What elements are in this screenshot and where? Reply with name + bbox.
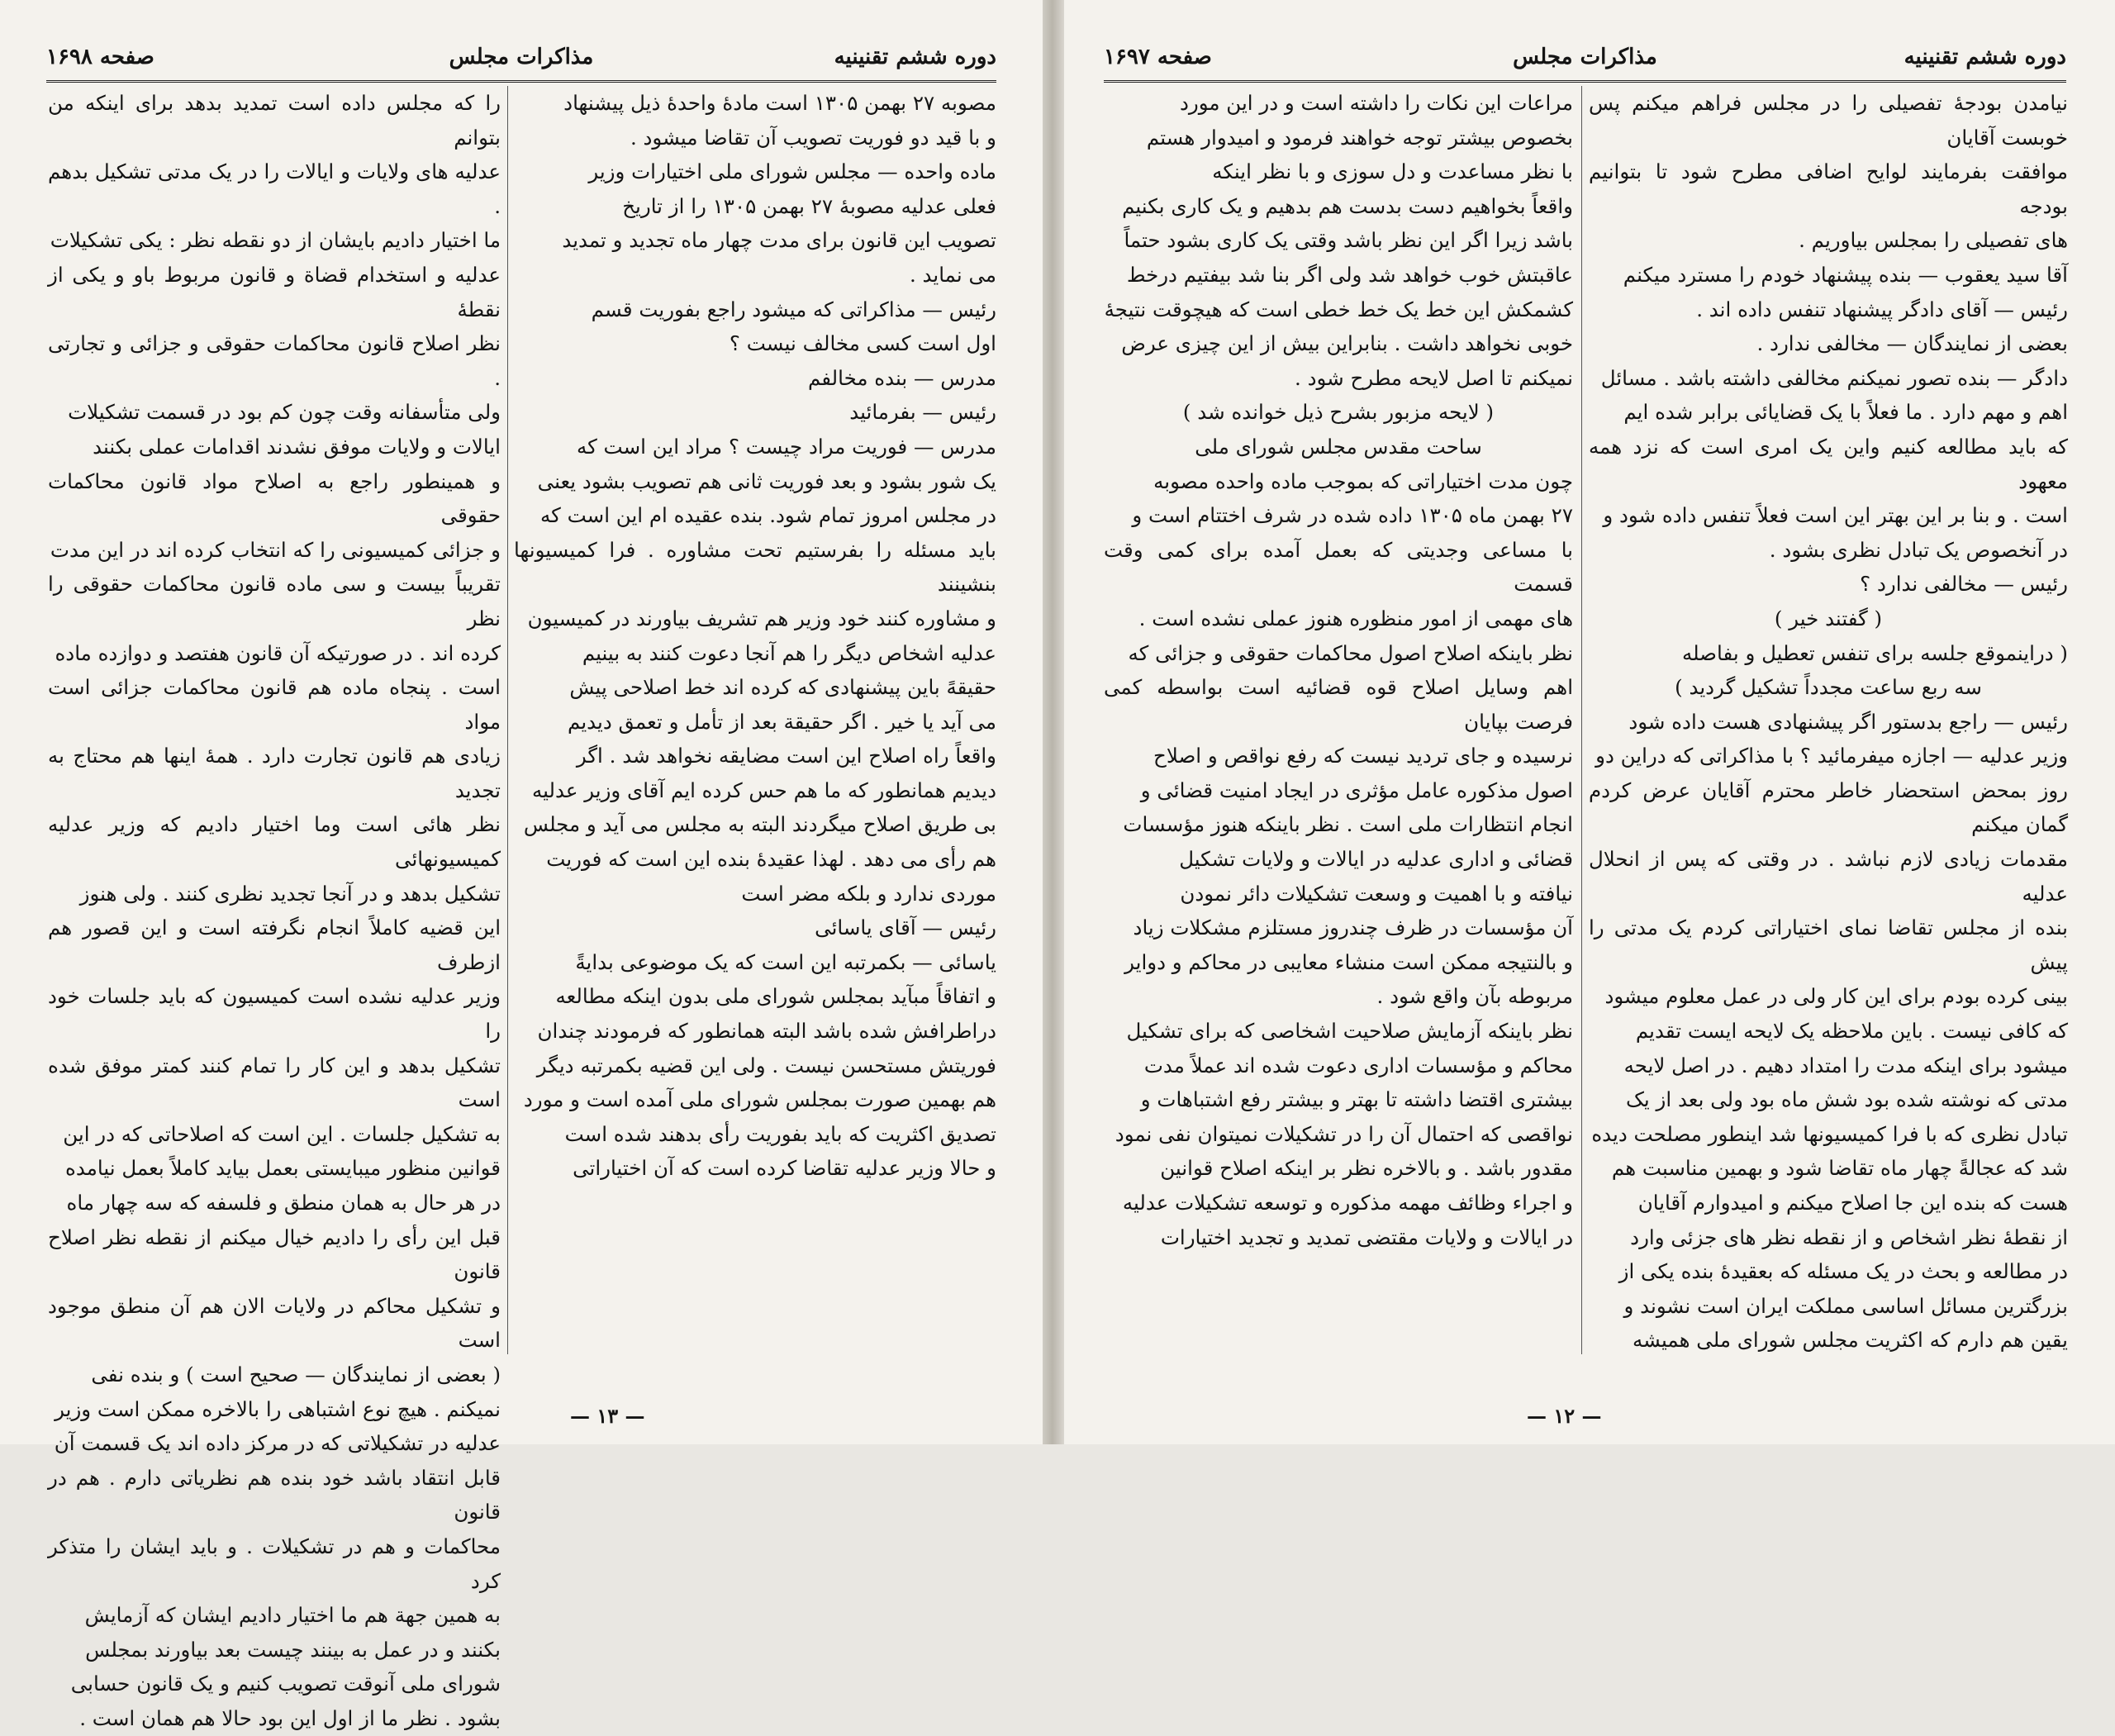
- text-line: انجام انتظارات ملی است . نظر باینکه هنوز مؤسسات: [1123, 812, 1573, 837]
- right-page-right-column: [1589, 86, 2068, 1353]
- text-line: قضائی و اداری عدلیه در ایالات و ولایات تشکیل: [1179, 847, 1573, 872]
- right-header-title: مذاکرات مجلس: [1513, 45, 1657, 69]
- text-line: نیافته و با اهمیت و وسعت تشکیلات دائر نمودن: [1180, 881, 1573, 906]
- left-page-footer: — ۱۳ —: [570, 1404, 645, 1428]
- text-line: زیادی هم قانون تجارت دارد . همهٔ اینها هم محتاج به تجدید: [48, 744, 501, 802]
- text-line: مدرس — فوریت مراد چیست ؟ مراد این است که: [576, 434, 996, 459]
- text-line: از نقطهٔ نظر اشخاص و از نقطه نظر های جزئی وارد: [1630, 1225, 2068, 1249]
- text-line: های تفصیلی را بمجلس بیاوریم .: [1799, 228, 2068, 253]
- right-page: [1064, 0, 2115, 1444]
- text-line: مصوبه ۲۷ بهمن ۱۳۰۵ است مادهٔ واحدهٔ ذیل پیشنهاد: [563, 91, 996, 115]
- text-line: و مشاوره کنند خود وزیر هم تشریف بیاورند در کمیسیون: [527, 606, 996, 630]
- text-line: آن مؤسسات در ظرف چندروز مستلزم مشکلات زیاد: [1133, 916, 1573, 940]
- text-line: تقریباً بیست و سی ماده قانون محاکمات حقوقی را نظر: [48, 572, 501, 630]
- text-line: مقدور باشد . و بالاخره نظر بر اینکه اصلاح قوانین: [1160, 1156, 1573, 1181]
- text-line: تبادل نظری که با فرا کمیسیونها شد اینطور مصلحت دیده: [1591, 1121, 2068, 1146]
- text-line: مدتی که نوشته شده بود شش ماه بود ولی بعد از یک: [1625, 1087, 2068, 1112]
- text-line: ولی متأسفانه وقت چون کم بود در قسمت تشکیلات: [68, 400, 501, 425]
- right-header-page-number: صفحه ۱۶۹۷: [1104, 45, 1212, 69]
- text-line: عدلیه در تشکیلاتی که در مرکز داده اند یک قسمت آن: [54, 1431, 501, 1456]
- text-line: عدلیه اشخاص دیگر را هم آنجا دعوت کنند به بینیم: [582, 640, 996, 665]
- text-line: خوبی نخواهد داشت . بنابراین بیش از این چیزی عرض: [1121, 331, 1573, 356]
- text-line: است . پنجاه ماده هم قانون محاکمات جزائی است مواد: [48, 675, 501, 734]
- text-line: ( گفتند خیر ): [1774, 606, 1883, 630]
- text-line: نواقصی که احتمال آن را در تشکیلات نمیتوان نفی نمود: [1115, 1121, 1573, 1146]
- text-line: شورای ملی آنوقت تصویب کنیم و یک قانون حسابی: [70, 1672, 501, 1696]
- text-line: تصدیق اکثریت که باید بفوریت رأی بدهند شده است: [564, 1121, 996, 1146]
- text-line: وزیر عدلیه — اجازه میفرمائید ؟ با مذاکراتی که دراین دو: [1595, 744, 2068, 768]
- text-line: شد که عجالةً چهار ماه تقاضا شود و بهمین مناسبت هم: [1611, 1156, 2068, 1181]
- text-line: می آید یا خیر . اگر حقیقة بعد از تأمل و تعمق دیدیم: [568, 709, 996, 734]
- text-line: می نماید .: [909, 262, 996, 287]
- text-line: عدلیه و استخدام قضاة و قانون مربوط باو و یکی از نقطهٔ: [48, 262, 501, 321]
- text-line: بکنند و در عمل به بینند چیست بعد بیاورند بمجلس: [85, 1637, 501, 1662]
- text-line: که کافی نیست . باین ملاحظه یک لایحه ایست تقدیم: [1635, 1019, 2068, 1044]
- text-line: دیدیم همانطور که ما هم حس کرده ایم آقای وزیر عدلیه: [531, 778, 996, 802]
- text-line: موافقت بفرمایند لوایح اضافی مطرح شود تا بتوانیم بودجه: [1589, 159, 2068, 218]
- text-line: این قضیه کاملاً انجام نگرفته است و این قصور هم ازطرف: [48, 916, 501, 974]
- text-line: با مساعی وجدیتی که بعمل آمده برای کمی وقت قسمت: [1104, 537, 1573, 597]
- text-line: ( دراینموقع جلسه برای تنفس تعطیل و بفاصله: [1681, 640, 2068, 665]
- text-line: نرسیده و جای تردید نیست که رفع نواقص و اصلاح: [1153, 744, 1573, 768]
- text-line: در مطالعه و بحث در یک مسئله که بعقیدهٔ بنده یکی از: [1618, 1259, 2068, 1284]
- text-line: در مجلس امروز تمام شود. بنده عقیده ام این است که: [540, 503, 996, 528]
- text-line: قابل انتقاد باشد خود بنده هم نظریاتی دارم . هم در قانون: [48, 1465, 501, 1524]
- text-line: قوانین منظور میبایستی بعمل بیاید کاملاً بعمل نیامده: [65, 1156, 501, 1181]
- text-line: سه ربع ساعت مجدداً تشکیل گردید ): [1675, 675, 1982, 700]
- text-line: فعلی عدلیه مصوبهٔ ۲۷ بهمن ۱۳۰۵ را از تاریخ: [622, 193, 996, 218]
- text-line: در ایالات و ولایات مقتضی تمدید و تجدید اختیارات: [1160, 1225, 1573, 1249]
- left-page-column-divider: [507, 86, 508, 1354]
- text-line: نظر هائی است وما اختیار دادیم که وزیر عدلیه کمیسیونهائی: [48, 812, 501, 872]
- text-line: بنده از مجلس تقاضا نمای اختیاراتی کردم یک مدتی را پیش: [1589, 916, 2068, 974]
- text-line: فوریتش مستحسن نیست . ولی این قضیه بکمرتبه دیگر: [536, 1053, 996, 1077]
- text-line: کشمکش این خط یک خط خطی است که هیچوقت نتیجهٔ: [1104, 297, 1573, 321]
- left-header-page-number: صفحه ۱۶۹۸: [46, 45, 154, 69]
- text-line: و همینطور راجع به اصلاح مواد قانون محاکمات حقوقی: [48, 468, 501, 528]
- text-line: هست که بنده این جا اصلاح میکنم و امیدوارم آقایان: [1637, 1191, 2068, 1215]
- right-header-session: دوره ششم تقنینیه: [1904, 45, 2066, 69]
- text-line: یک شور بشود و بعد فوریت ثانی هم تصویب بشود یعنی: [537, 468, 996, 493]
- text-line: واقعاً راه اصلاح این است مضایقه نخواهد شد . اگر: [576, 744, 996, 768]
- text-line: چون مدت اختیاراتی که بموجب ماده واحده مصوبه: [1153, 468, 1573, 493]
- text-line: و اجراء وظائف مهمه مذکوره و توسعه تشکیلات عدلیه: [1122, 1191, 1573, 1215]
- text-line: که باید مطالعه کنیم واین یک امری است که نزد همه معهود: [1589, 434, 2068, 493]
- text-line: به همین جهة هم ما اختیار دادیم ایشان که آزمایش: [84, 1603, 501, 1628]
- text-line: رئیس — راجع بدستور اگر پیشنهادی هست داده شود: [1628, 709, 2068, 734]
- text-line: کرده اند . در صورتیکه آن قانون هفتصد و دوازده ماده: [55, 640, 501, 665]
- text-line: عاقبتش خوب خواهد شد ولی اگر بنا شد بیفتیم درخط: [1126, 262, 1573, 287]
- text-line: ( لایحه مزبور بشرح ذیل خوانده شد ): [1182, 400, 1495, 425]
- text-line: مراعات این نکات را داشته است و در این مورد: [1179, 91, 1573, 115]
- text-line: ( بعضی از نمایندگان — صحیح است ) و بنده نفی: [91, 1362, 501, 1386]
- left-page-right-column: [514, 86, 996, 1350]
- text-line: باشد زیرا اگر این نظر باشد وقتی یک کاری بشود حتماً: [1124, 228, 1573, 253]
- text-line: میشود برای اینکه مدت را امتداد دهیم . در اصل لایحه: [1623, 1053, 2068, 1077]
- text-line: محاکم و مؤسسات اداری دعوت شده اند عملاً مدت: [1143, 1053, 1573, 1077]
- text-line: اول است کسی مخالف نیست ؟: [729, 331, 996, 356]
- text-line: نمیکنم تا اصل لایحه مطرح شود .: [1295, 365, 1573, 390]
- text-line: های مهمی از امور منظوره هنوز عملی نشده است .: [1138, 606, 1573, 630]
- text-line: در هر حال به همان منطق و فلسفه که سه چهار ماه: [66, 1191, 501, 1215]
- text-line: نمیکنم . هیچ نوع اشتباهی را بالاخره ممکن است وزیر: [55, 1396, 501, 1421]
- text-line: بشود . نظر ما از اول این بود حالا هم همان است .: [79, 1705, 501, 1730]
- text-line: یقین هم دارم که اکثریت مجلس شورای ملی همیشه: [1633, 1328, 2068, 1353]
- text-line: رئیس — بفرمائید: [849, 400, 996, 425]
- text-line: و حالا وزیر عدلیه تقاضا کرده است که آن اختیاراتی: [573, 1156, 996, 1181]
- text-line: تصویب این قانون برای مدت چهار ماه تجدید و تمدید: [562, 228, 996, 253]
- text-line: رئیس — مذاکراتی که میشود راجع بفوریت قسم: [591, 297, 996, 321]
- text-line: ما اختیار دادیم بایشان از دو نقطه نظر : یکی تشکیلات: [50, 228, 501, 253]
- text-line: مدرس — بنده مخالفم: [807, 365, 996, 390]
- text-line: نظر اصلاح قانون محاکمات حقوقی و جزائی و تجارتی .: [48, 331, 501, 390]
- text-line: دراطرافش شده باشد البته همانطور که فرمودند چندان: [537, 1019, 996, 1044]
- text-line: آقا سید یعقوب — بنده پیشنهاد خودم را مسترد میکنم: [1623, 262, 2068, 287]
- text-line: و با قید دو فوریت تصویب آن تقاضا میشود .: [630, 125, 996, 150]
- text-line: را که مجلس داده است تمدید بدهد برای اینکه من بتوانم: [48, 91, 501, 150]
- text-line: بیشتری اقتضا داشته تا بهتر و بیشتر رفع اشتباهات و: [1140, 1087, 1573, 1112]
- text-line: اصول مذکوره عامل مؤثری در ایجاد امنیت قضائی و: [1140, 778, 1573, 802]
- text-line: رئیس — آقای یاسائی: [815, 916, 996, 940]
- text-line: حقیقهً باین پیشنهادی که کرده اند خط اصلاحی پیش: [569, 675, 996, 700]
- text-line: باید مسئله را بفرستیم تحت مشاوره . فرا کمیسیونها بنشینند: [514, 537, 996, 597]
- text-line: و تشکیل محاکم در ولایات الان هم آن منطق موجود است: [48, 1293, 501, 1353]
- text-line: عدلیه های ولایات و ایالات را در یک مدتی تشکیل بدهم .: [48, 159, 501, 218]
- text-line: تشکیل بدهد و در آنجا تجدید نظری کنند . ولی هنوز: [79, 881, 501, 906]
- text-line: واقعاً بخواهیم دست بدست هم بدهیم و یک کاری بکنیم: [1122, 193, 1573, 218]
- text-line: با نظر مساعدت و دل سوزی و با نظر اینکه: [1212, 159, 1573, 184]
- text-line: مربوطه بآن واقع شود .: [1376, 984, 1573, 1009]
- left-header-title: مذاکرات مجلس: [449, 45, 594, 69]
- book-gutter: [1043, 0, 1064, 1444]
- text-line: بخصوص بیشتر توجه خواهند فرمود و امیدوار هستم: [1146, 125, 1573, 150]
- text-line: و جزائی کمیسیونی را که انتخاب کرده اند در این مدت: [50, 537, 501, 562]
- text-line: و اتفاقاً مبآید بمجلس شورای ملی بدون اینکه مطالعه: [555, 984, 996, 1009]
- text-line: بزرگترین مسائل اساسی مملکت ایران است نشوند و: [1623, 1293, 2068, 1318]
- text-line: رئیس — آقای دادگر پیشنهاد تنفس داده اند .: [1696, 297, 2068, 321]
- right-page-footer: — ۱۲ —: [1527, 1404, 1602, 1428]
- text-line: بعضی از نمایندگان — مخالفی ندارد .: [1756, 331, 2068, 356]
- left-page-header: [46, 41, 996, 83]
- text-line: نظر باینکه آزمایش صلاحیت اشخاصی که برای تشکیل: [1126, 1019, 1573, 1044]
- text-line: نظر باینکه اصلاح اصول محاکمات حقوقی و جزائی که: [1128, 640, 1573, 665]
- left-page: [0, 0, 1043, 1730]
- text-line: ماده واحده — مجلس شورای ملی اختیارات وزیر: [588, 159, 996, 184]
- text-line: هم رأی می دهد . لهذا عقیدهٔ بنده این است که فوریت: [546, 847, 996, 872]
- text-line: اهم و مهم دارد . ما فعلاً با یک قضایائی برابر شده ایم: [1623, 400, 2068, 425]
- right-page-left-column: [1104, 86, 1573, 1350]
- text-line: مقدمات زیادی لازم نباشد . در وقتی که پس از انحلال عدلیه: [1589, 847, 2068, 906]
- text-line: قبل این رأی را دادیم خیال میکنم از نقطه نظر اصلاح قانون: [48, 1225, 501, 1284]
- text-line: به تشکیل جلسات . این است که اصلاحاتی که در این: [63, 1121, 501, 1146]
- text-line: بی طریق اصلاح میگردند البته به مجلس می آید و مجلس: [523, 812, 996, 837]
- text-line: وزیر عدلیه نشده است کمیسیون که باید جلسات خود را: [48, 984, 501, 1044]
- text-line: ایالات و ولایات موفق نشدند اقدامات عملی بکنند: [93, 434, 501, 459]
- text-line: ۲۷ بهمن ماه ۱۳۰۵ داده شده در شرف اختتام است و: [1132, 503, 1573, 528]
- text-line: و بالنتیجه ممکن است منشاء معایبی در محاکم و دوایر: [1124, 949, 1573, 974]
- right-page-column-divider: [1581, 86, 1582, 1354]
- text-line: دادگر — بنده تصور نمیکنم مخالفی داشته باشد . مسائل: [1600, 365, 2068, 390]
- text-line: بینی کرده بودم برای این کار ولی در عمل معلوم میشود: [1604, 984, 2068, 1009]
- text-line: اهم وسایل اصلاح قوه قضائیه است بواسطه کمی فرصت بپایان: [1104, 675, 1573, 734]
- text-line: نیامدن بودجهٔ تفصیلی را در مجلس فراهم میکنم پس خوبست آقایان: [1589, 91, 2068, 150]
- right-page-header: [1104, 41, 2066, 83]
- text-line: رئیس — مخالفی ندارد ؟: [1860, 572, 2068, 597]
- text-line: موردی ندارد و بلکه مضر است: [741, 881, 996, 906]
- text-line: ساحت مقدس مجلس شورای ملی: [1195, 434, 1482, 459]
- text-line: در آنخصوص یک تبادل نظری بشود .: [1769, 537, 2068, 562]
- text-line: روز بمحض استحضار خاطر محترم آقایان عرض کردم گمان میکنم: [1589, 778, 2068, 837]
- text-line: تشکیل بدهد و این کار را تمام کنند کمتر موفق شده است: [48, 1053, 501, 1112]
- text-line: هم بهمین صورت بمجلس شورای ملی آمده است و مورد: [523, 1087, 996, 1112]
- text-line: است . و بنا بر این بهتر این است فعلاً تنفس داده شود و: [1603, 503, 2068, 528]
- left-header-session: دوره ششم تقنینیه: [834, 45, 996, 69]
- text-line: یاسائی — بکمرتبه این است که یک موضوعی بدایةً: [575, 949, 996, 974]
- text-line: محاکمات و هم در تشکیلات . و باید ایشان را متذکر کرد: [48, 1534, 501, 1593]
- left-page-left-column: [48, 86, 501, 1730]
